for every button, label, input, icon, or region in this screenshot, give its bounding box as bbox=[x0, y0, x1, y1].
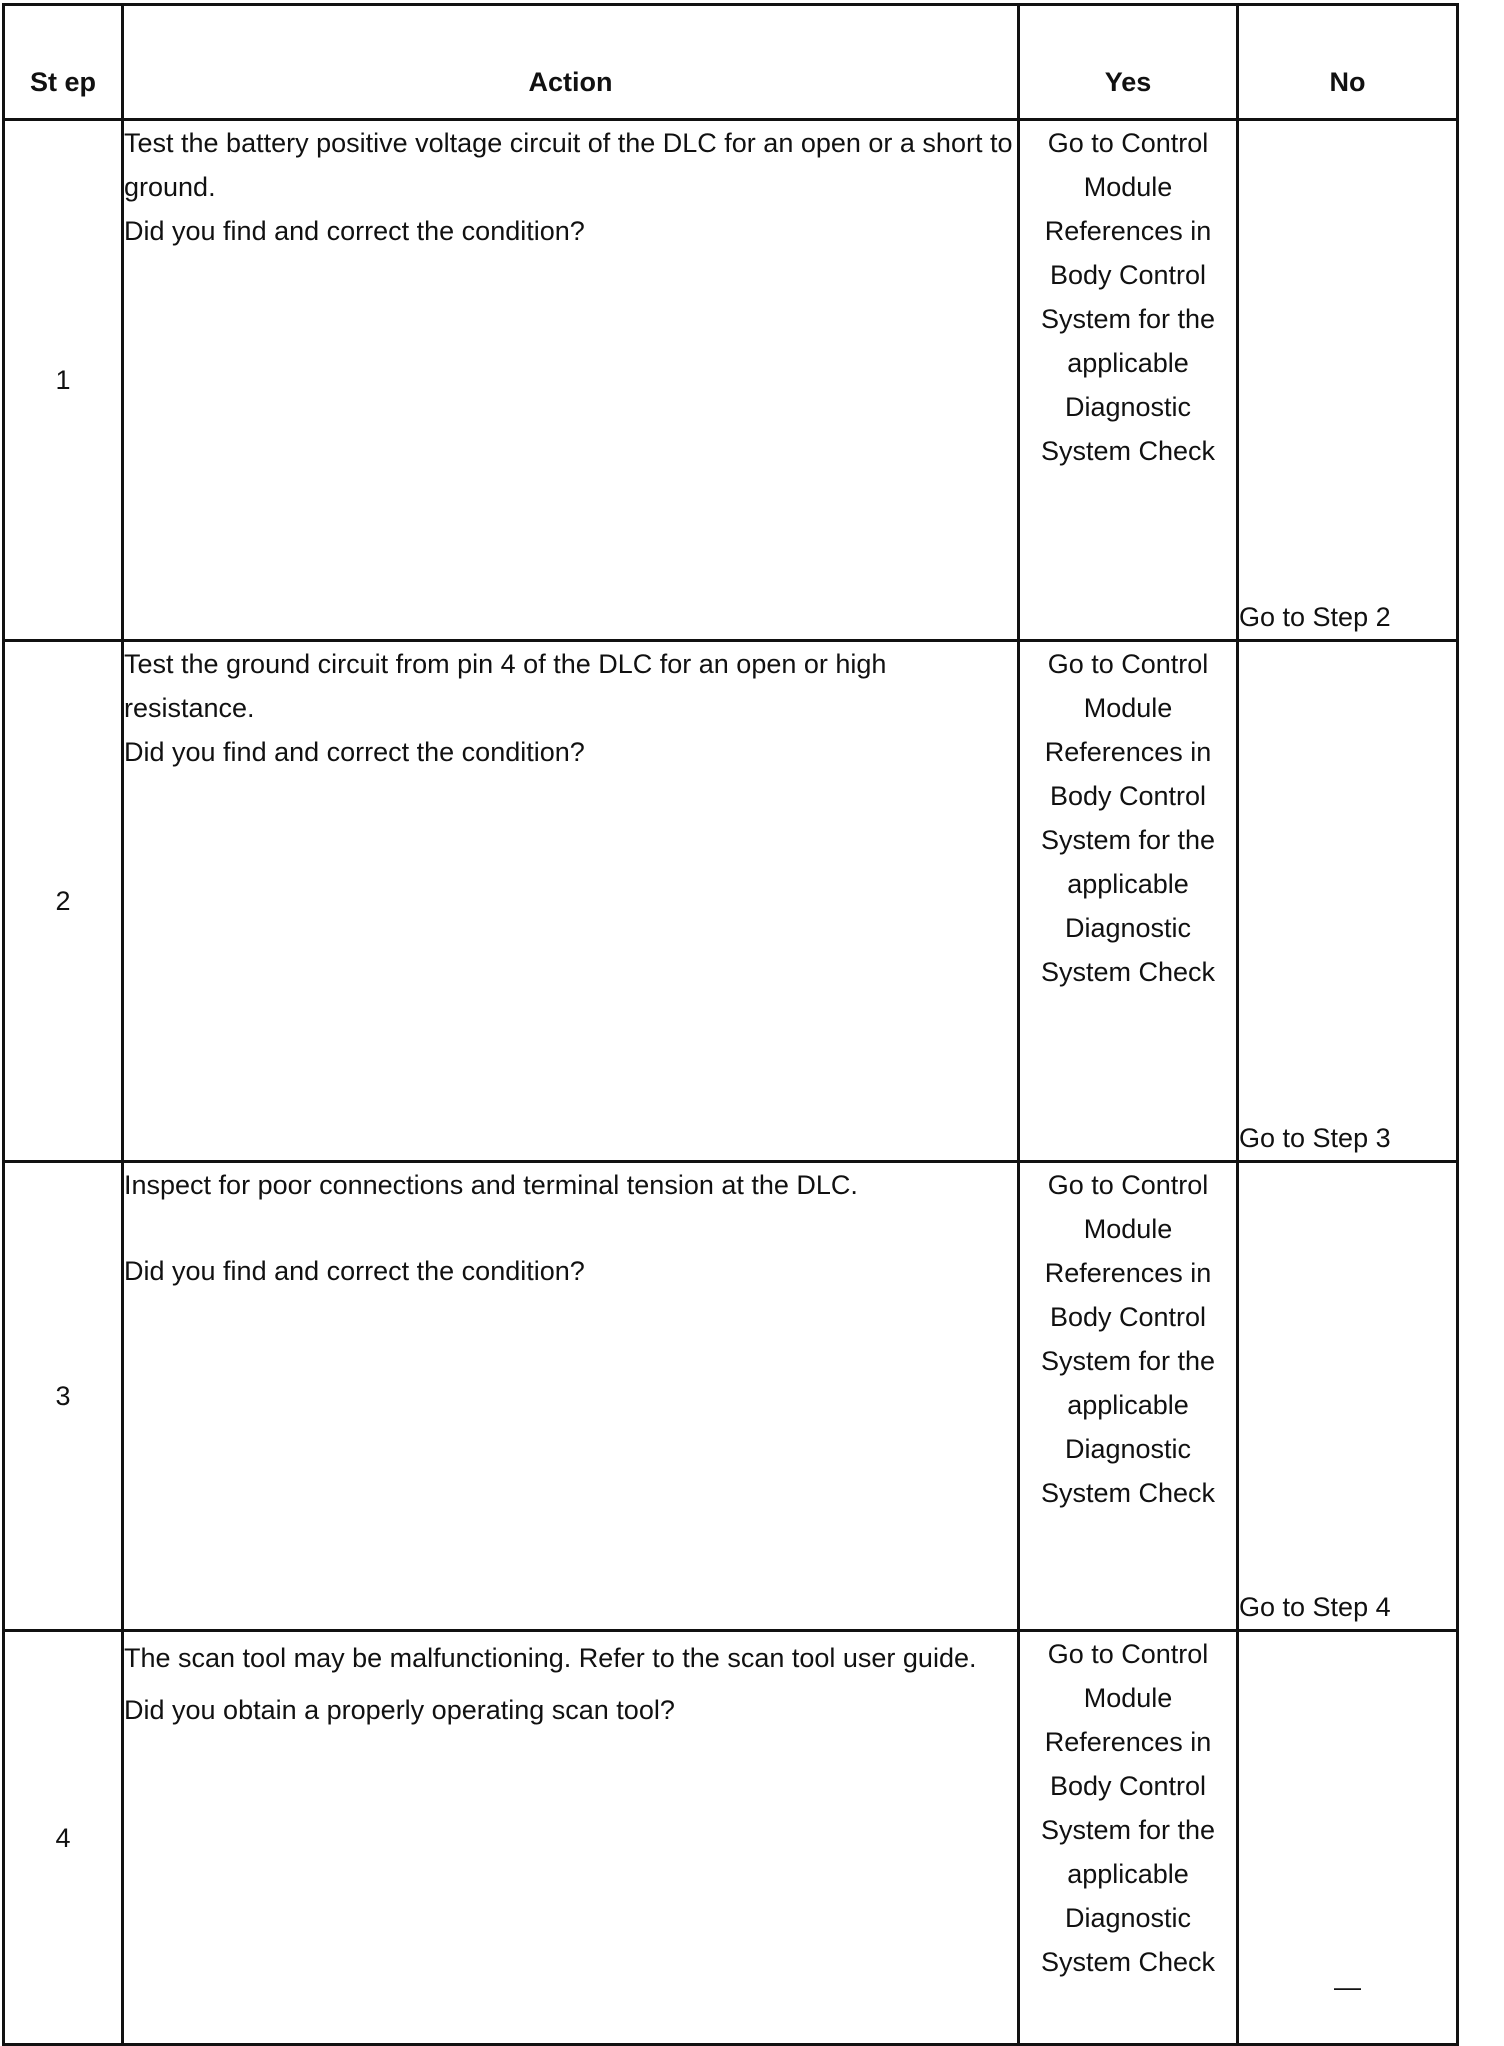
action-text: The scan tool may be malfunctioning. Refer to the scan tool user guide. Did you obtain a properly operating scan tool? bbox=[124, 1643, 977, 1725]
no-result: — bbox=[1238, 1631, 1458, 2045]
no-result: Go to Step 3 bbox=[1238, 641, 1458, 1162]
yes-result: Go to Control Module References in Body Control System for the applicable Diagnostic System Check bbox=[1019, 1162, 1238, 1631]
no-result: Go to Step 4 bbox=[1238, 1162, 1458, 1631]
action-cell bbox=[123, 120, 1019, 641]
action-text: Inspect for poor connections and terminal tension at the DLC. bbox=[124, 1170, 858, 1200]
action-question: Did you find and correct the condition? bbox=[124, 216, 585, 246]
table-row bbox=[4, 641, 1458, 1162]
action-text: Test the battery positive voltage circuit of the DLC for an open or a short to ground. bbox=[124, 128, 1013, 202]
header-yes: Yes bbox=[1019, 5, 1238, 120]
step-number: 3 bbox=[4, 1162, 123, 1631]
header-step: St ep bbox=[4, 5, 123, 120]
action-question: Did you find and correct the condition? bbox=[124, 737, 585, 767]
header-no: No bbox=[1238, 5, 1458, 120]
yes-result: Go to Control Module References in Body Control System for the applicable Diagnostic System Check bbox=[1019, 1631, 1238, 2045]
no-result: Go to Step 2 bbox=[1238, 120, 1458, 641]
step-number: 2 bbox=[4, 641, 123, 1162]
action-text: Test the ground circuit from pin 4 of the DLC for an open or high resistance. bbox=[124, 649, 887, 723]
step-number: 1 bbox=[4, 120, 123, 641]
action-cell bbox=[123, 641, 1019, 1162]
yes-result: Go to Control Module References in Body Control System for the applicable Diagnostic System Check bbox=[1019, 641, 1238, 1162]
action-question: Did you find and correct the condition? bbox=[124, 1256, 585, 1286]
table-row bbox=[4, 1631, 1458, 2045]
action-cell bbox=[123, 1631, 1019, 2045]
table-row bbox=[4, 1162, 1458, 1631]
action-cell bbox=[123, 1162, 1019, 1631]
step-number: 4 bbox=[4, 1631, 123, 2045]
table-row bbox=[4, 120, 1458, 641]
yes-result: Go to Control Module References in Body Control System for the applicable Diagnostic System Check bbox=[1019, 120, 1238, 641]
diagnostic-table bbox=[2, 3, 1459, 2046]
table-header-row bbox=[4, 5, 1458, 120]
header-action: Action bbox=[123, 5, 1019, 120]
